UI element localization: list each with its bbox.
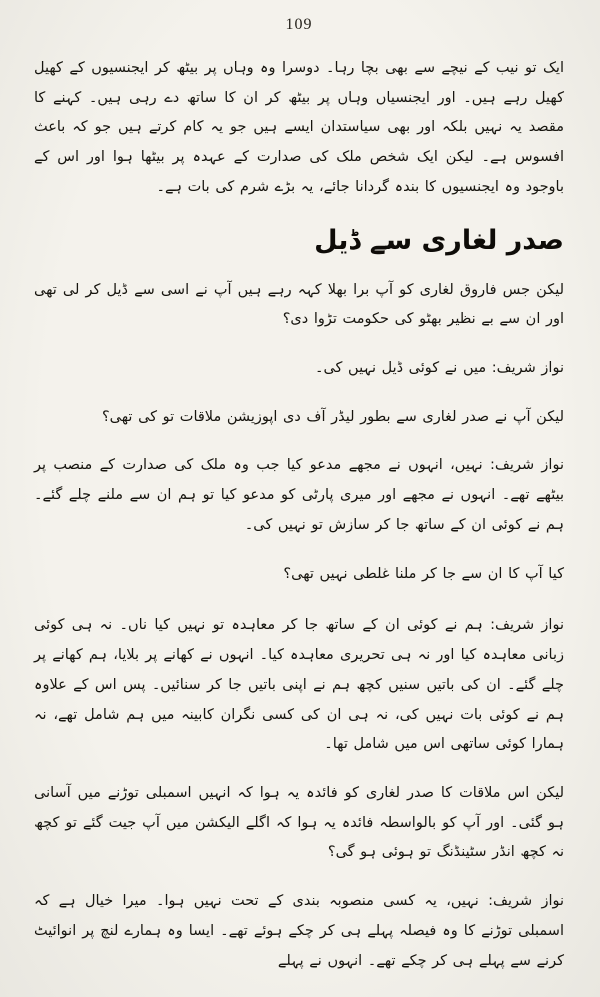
intro-paragraph: ایک تو نیب کے نیچے سے بھی بچا رہا۔ دوسرا وہ وہاں پر بیٹھ کر ایجنسیوں کے کھیل کھیل رہے ہیں۔ اور ایجنسیاں وہاں پر بیٹھ کر ان کا ساتھ دے رہی ہیں۔ کہنے کا مقصد یہ نہیں بلکہ اور بھی سیاستدان ایسے ہیں جو یہ کام کرتے ہیں جو کہ باعث افسوس ہے۔ لیکن ایک شخص ملک کی صدارت کے عہدہ پر بیٹھا ہوا اور اس کے باوجود وہ ایجنسیوں کا بندہ گردانا جائے، یہ بڑے شرم کی بات ہے۔: [34, 60, 564, 195]
interviewer-question-2: لیکن آپ نے صدر لغاری سے بطور لیڈر آف دی اپوزیشن ملاقات تو کی تھی؟: [101, 408, 564, 425]
interviewer-question-3: کیا آپ کا ان سے جا کر ملنا غلطی نہیں تھی؟: [283, 565, 564, 582]
interviewer-question-1: لیکن جس فاروق لغاری کو آپ برا بھلا کہہ رہے ہیں آپ نے اسی سے ڈیل کر لی تھی اور ان سے بے نظیر بھٹو کی حکومت تڑوا دی؟: [34, 281, 564, 328]
nawaz-sharif-answer-2: نواز شریف: نہیں، انہوں نے مجھے مدعو کیا جب وہ ملک کی صدارت کے منصب پر بیٹھے تھے۔ انہوں نے مجھے اور میری پارٹی کو مدعو کیا تو ہم ان سے ملنے چلے گئے۔ ہم نے کوئی ان کے ساتھ جا کر سازش تو نہیں کی۔: [34, 457, 564, 533]
nawaz-sharif-answer-4: نواز شریف: نہیں، یہ کسی منصوبہ بندی کے تحت نہیں ہوا۔ میرا خیال ہے کہ اسمبلی توڑنے کا وہ فیصلہ پہلے ہی کر چکے ہوئے تھے۔ ایسا وہ ہمارے لنچ پر انوائیٹ کرنے سے پہلے ہی کر چکے تھے۔ انہوں نے پہلے: [34, 893, 564, 969]
nawaz-sharif-answer-3: نواز شریف: ہم نے کوئی ان کے ساتھ جا کر معاہدہ تو نہیں کیا ناں۔ نہ ہی کوئی زبانی معاہدہ کیا اور نہ ہی تحریری معاہدہ کیا۔ انہوں نے کھانے پر بلایا، ہم کھانے پر چلے گئے۔ ان کی باتیں سنیں کچھ ہم نے اپنی باتیں جا کر سنائیں۔ پس اس کے علاوہ ہم نے کوئی بات نہیں کی، نہ ہی ان کی کسی نگران کابینہ میں ہم شامل تھے، نہ ہمارا کوئی ساتھی اس میں شامل تھا۔: [34, 617, 564, 753]
interviewer-question-4: لیکن اس ملاقات کا صدر لغاری کو فائدہ یہ ہوا کہ انہیں اسمبلی توڑنے میں آسانی ہو گئی۔ اور آپ کو بالواسطہ فائدہ یہ ہوا کہ اگلے الیکشن میں آپ جیت گئے تو کچھ نہ کچھ انڈر سٹینڈنگ تو ہوئی ہو گی؟: [34, 784, 564, 861]
nawaz-sharif-answer-1: نواز شریف: میں نے کوئی ڈیل نہیں کی۔: [314, 360, 564, 377]
page-number: 109: [285, 16, 313, 33]
section-heading: صدر لغاری سے ڈیل: [314, 224, 564, 256]
